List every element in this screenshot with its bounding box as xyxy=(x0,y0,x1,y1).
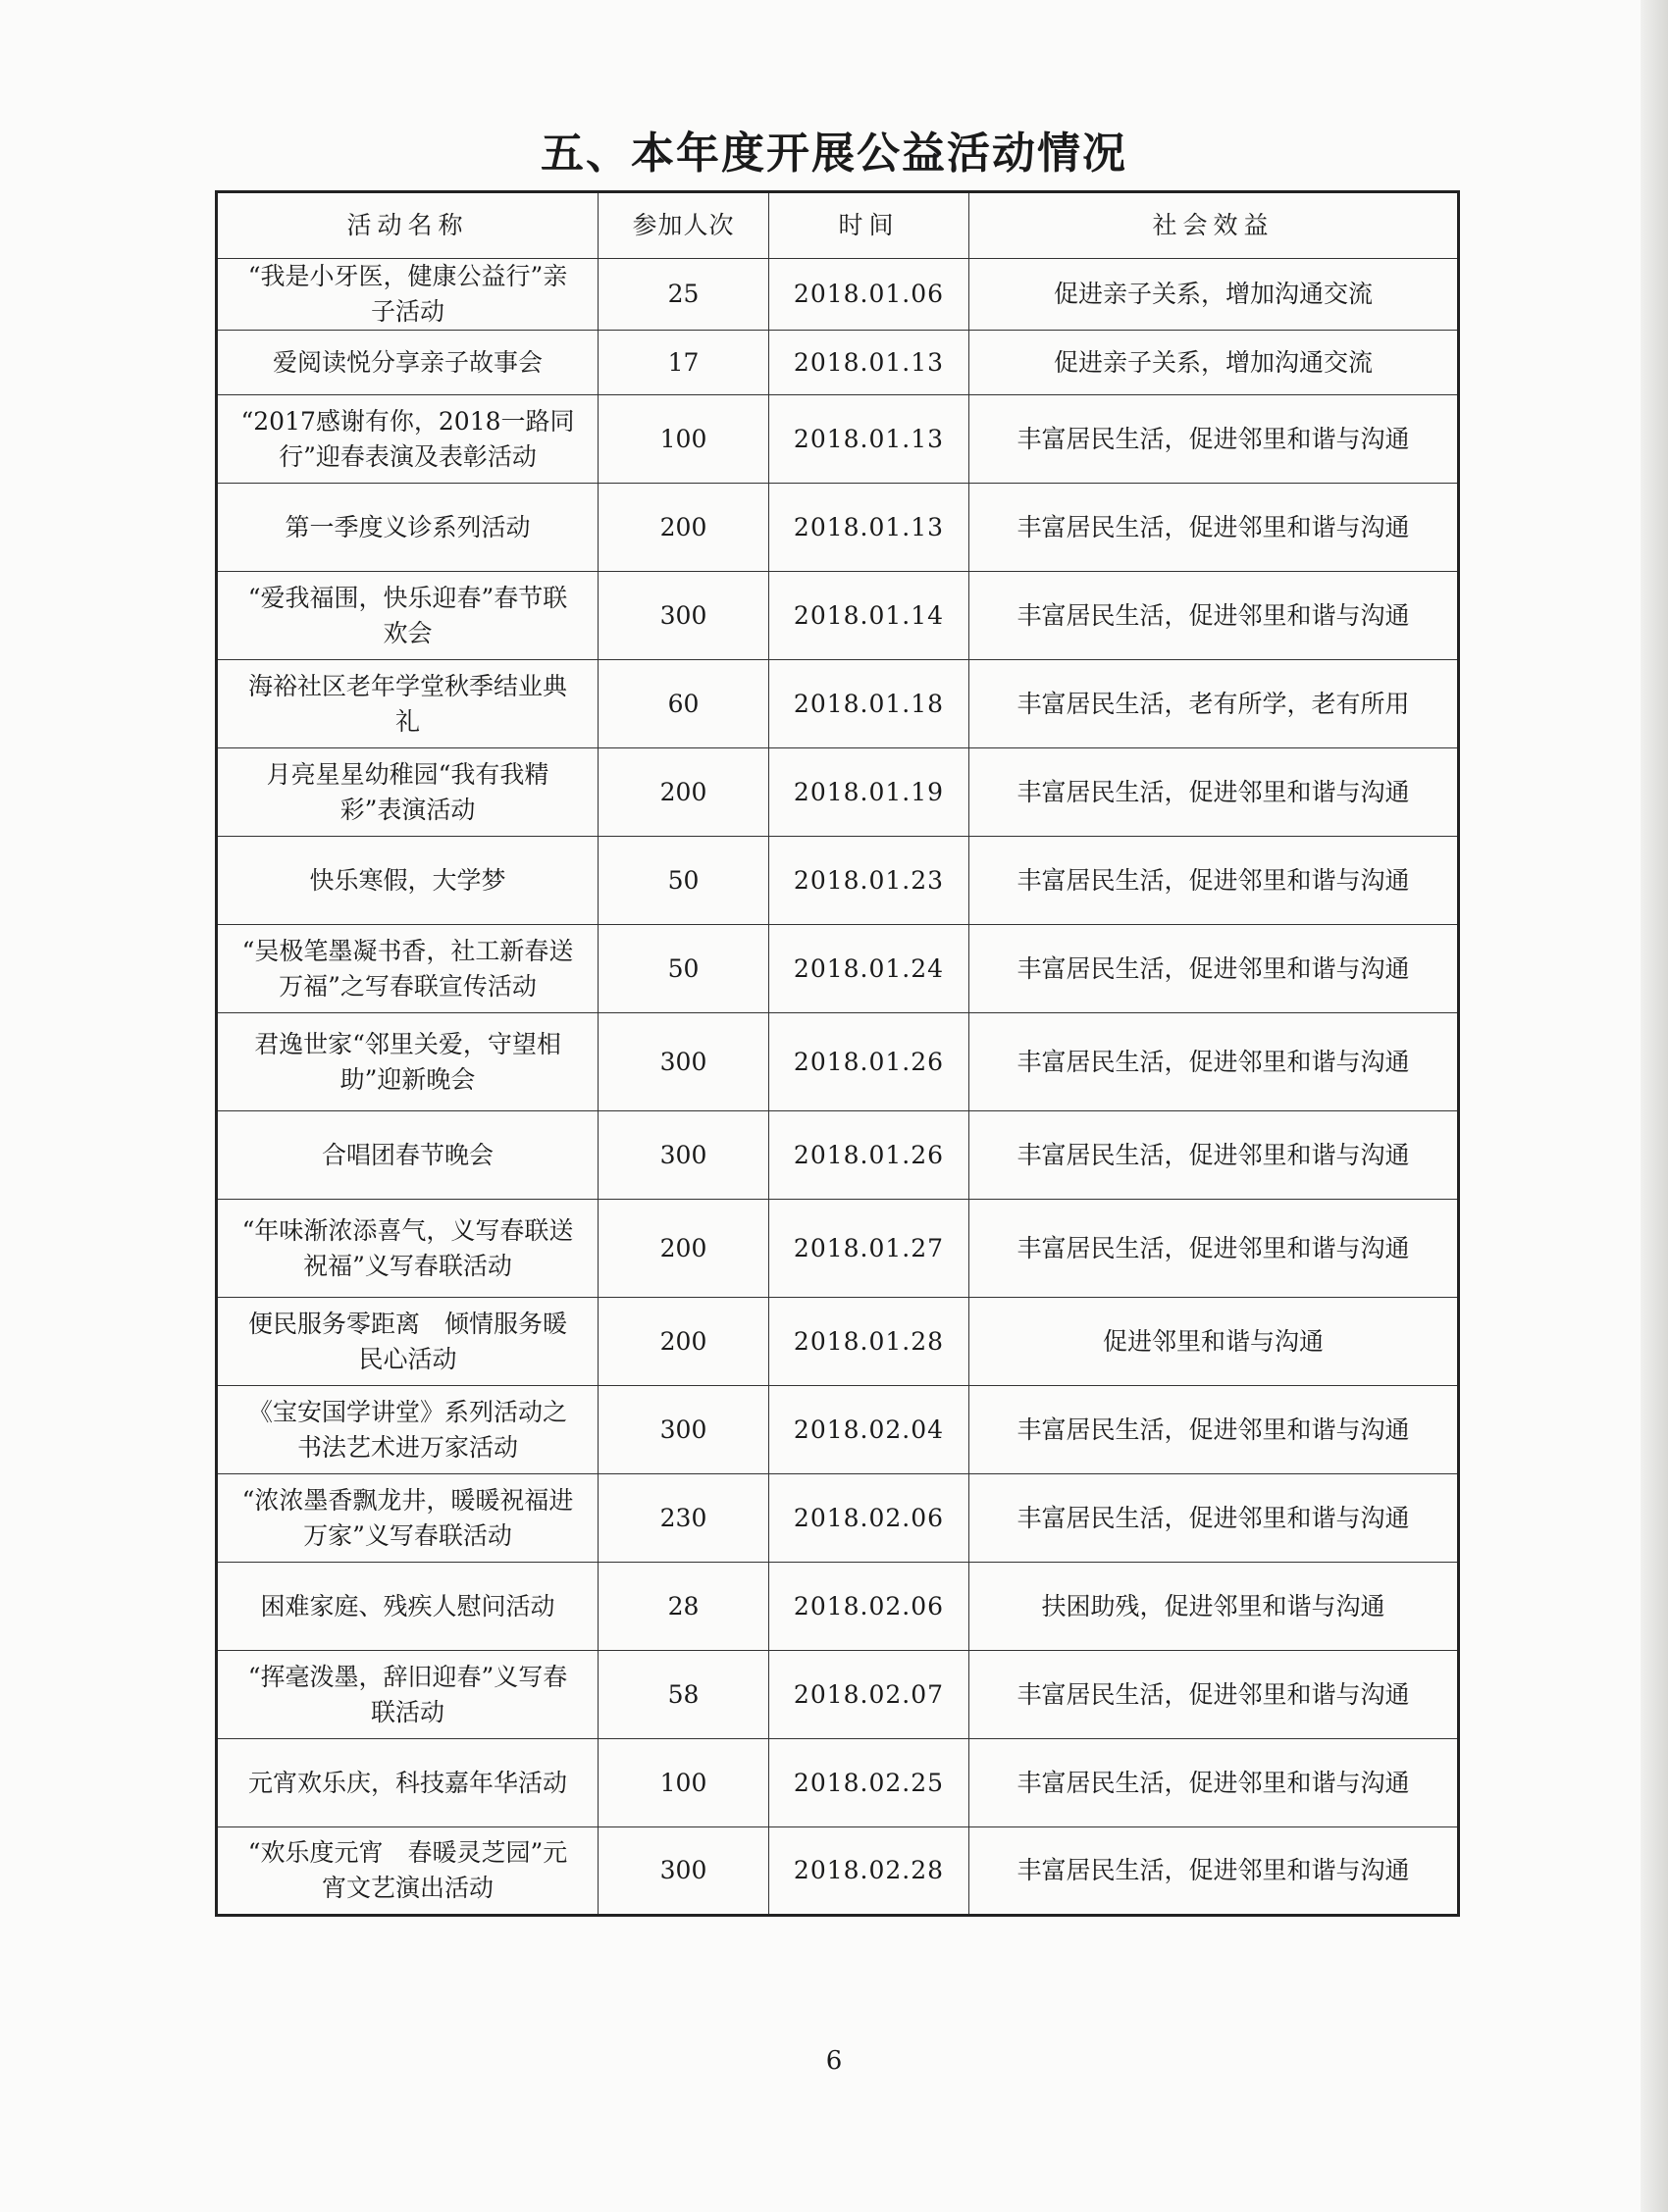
date-cell: 2018.01.13 xyxy=(769,395,969,484)
table-row xyxy=(217,1386,1459,1474)
participants-cell: 50 xyxy=(599,837,769,925)
date-cell: 2018.01.13 xyxy=(769,331,969,395)
activity-name-cell: 合唱团春节晚会 xyxy=(217,1111,599,1200)
social-benefit-cell: 扶困助残，促进邻里和谐与沟通 xyxy=(969,1563,1459,1651)
participants-cell: 200 xyxy=(599,1200,769,1298)
activity-name-cell: 爱阅读悦分享亲子故事会 xyxy=(217,331,599,395)
participants-cell: 100 xyxy=(599,395,769,484)
social-benefit-cell: 丰富居民生活，促进邻里和谐与沟通 xyxy=(969,837,1459,925)
table-row xyxy=(217,572,1459,660)
table-row xyxy=(217,925,1459,1013)
table-row xyxy=(217,395,1459,484)
header-activity-name: 活动名称 xyxy=(217,192,599,259)
table-row xyxy=(217,660,1459,748)
date-cell: 2018.01.19 xyxy=(769,748,969,837)
date-cell: 2018.01.27 xyxy=(769,1200,969,1298)
social-benefit-cell: 丰富居民生活，促进邻里和谐与沟通 xyxy=(969,395,1459,484)
participants-cell: 300 xyxy=(599,1111,769,1200)
participants-cell: 28 xyxy=(599,1563,769,1651)
table-row xyxy=(217,1827,1459,1916)
activity-name-cell: 快乐寒假，大学梦 xyxy=(217,837,599,925)
activity-name-cell: “爱我福围，快乐迎春”春节联欢会 xyxy=(217,572,599,660)
activity-name-cell: 便民服务零距离 倾情服务暖民心活动 xyxy=(217,1298,599,1386)
table-row xyxy=(217,1651,1459,1739)
activity-name-cell: “浓浓墨香飘龙井，暖暖祝福进万家”义写春联活动 xyxy=(217,1474,599,1563)
activity-name-cell: “吴极笔墨凝书香，社工新春送万福”之写春联宣传活动 xyxy=(217,925,599,1013)
participants-cell: 300 xyxy=(599,1827,769,1916)
social-benefit-cell: 促进亲子关系，增加沟通交流 xyxy=(969,259,1459,331)
social-benefit-cell: 丰富居民生活，促进邻里和谐与沟通 xyxy=(969,1827,1459,1916)
social-benefit-cell: 促进亲子关系，增加沟通交流 xyxy=(969,331,1459,395)
date-cell: 2018.01.13 xyxy=(769,484,969,572)
scan-page-edge xyxy=(1641,0,1668,2212)
activity-name-cell: 第一季度义诊系列活动 xyxy=(217,484,599,572)
date-cell: 2018.02.06 xyxy=(769,1474,969,1563)
table-row xyxy=(217,259,1459,331)
participants-cell: 300 xyxy=(599,572,769,660)
activity-name-cell: 月亮星星幼稚园“我有我精彩”表演活动 xyxy=(217,748,599,837)
table-row xyxy=(217,484,1459,572)
participants-cell: 200 xyxy=(599,1298,769,1386)
social-benefit-cell: 促进邻里和谐与沟通 xyxy=(969,1298,1459,1386)
participants-cell: 200 xyxy=(599,484,769,572)
table-row xyxy=(217,837,1459,925)
date-cell: 2018.02.06 xyxy=(769,1563,969,1651)
page-number: 6 xyxy=(825,2046,843,2076)
activity-name-cell: “2017感谢有你，2018一路同行”迎春表演及表彰活动 xyxy=(217,395,599,484)
participants-cell: 300 xyxy=(599,1013,769,1111)
date-cell: 2018.02.04 xyxy=(769,1386,969,1474)
date-cell: 2018.01.26 xyxy=(769,1111,969,1200)
social-benefit-cell: 丰富居民生活，促进邻里和谐与沟通 xyxy=(969,1111,1459,1200)
header-time: 时间 xyxy=(769,192,969,259)
table-row xyxy=(217,1111,1459,1200)
activity-name-cell: 海裕社区老年学堂秋季结业典礼 xyxy=(217,660,599,748)
participants-cell: 50 xyxy=(599,925,769,1013)
date-cell: 2018.01.24 xyxy=(769,925,969,1013)
table-row xyxy=(217,1298,1459,1386)
header-participants: 参加人次 xyxy=(599,192,769,259)
participants-cell: 300 xyxy=(599,1386,769,1474)
table-row xyxy=(217,1013,1459,1111)
social-benefit-cell: 丰富居民生活，促进邻里和谐与沟通 xyxy=(969,1474,1459,1563)
social-benefit-cell: 丰富居民生活，促进邻里和谐与沟通 xyxy=(969,1386,1459,1474)
activity-name-cell: “欢乐度元宵 春暖灵芝园”元宵文艺演出活动 xyxy=(217,1827,599,1916)
participants-cell: 200 xyxy=(599,748,769,837)
activity-name-cell: “挥毫泼墨，辞旧迎春”义写春联活动 xyxy=(217,1651,599,1739)
social-benefit-cell: 丰富居民生活，促进邻里和谐与沟通 xyxy=(969,1013,1459,1111)
table-header-row xyxy=(217,192,1459,259)
date-cell: 2018.01.06 xyxy=(769,259,969,331)
activity-name-cell: 困难家庭、残疾人慰问活动 xyxy=(217,1563,599,1651)
activity-name-cell: “年味渐浓添喜气，义写春联送祝福”义写春联活动 xyxy=(217,1200,599,1298)
date-cell: 2018.02.07 xyxy=(769,1651,969,1739)
table-row xyxy=(217,1563,1459,1651)
date-cell: 2018.01.26 xyxy=(769,1013,969,1111)
table-row xyxy=(217,331,1459,395)
social-benefit-cell: 丰富居民生活，促进邻里和谐与沟通 xyxy=(969,484,1459,572)
table-row xyxy=(217,748,1459,837)
table-row xyxy=(217,1739,1459,1827)
social-benefit-cell: 丰富居民生活，促进邻里和谐与沟通 xyxy=(969,748,1459,837)
social-benefit-cell: 丰富居民生活，促进邻里和谐与沟通 xyxy=(969,1651,1459,1739)
date-cell: 2018.01.14 xyxy=(769,572,969,660)
table-row xyxy=(217,1474,1459,1563)
date-cell: 2018.01.28 xyxy=(769,1298,969,1386)
participants-cell: 100 xyxy=(599,1739,769,1827)
activity-name-cell: 元宵欢乐庆，科技嘉年华活动 xyxy=(217,1739,599,1827)
activity-name-cell: 君逸世家“邻里关爱，守望相助”迎新晚会 xyxy=(217,1013,599,1111)
social-benefit-cell: 丰富居民生活，促进邻里和谐与沟通 xyxy=(969,572,1459,660)
activity-name-cell: “我是小牙医，健康公益行”亲子活动 xyxy=(217,259,599,331)
social-benefit-cell: 丰富居民生活，促进邻里和谐与沟通 xyxy=(969,925,1459,1013)
participants-cell: 25 xyxy=(599,259,769,331)
section-title: 五、本年度开展公益活动情况 xyxy=(541,129,1127,179)
participants-cell: 230 xyxy=(599,1474,769,1563)
date-cell: 2018.01.23 xyxy=(769,837,969,925)
activity-name-cell: 《宝安国学讲堂》系列活动之书法艺术进万家活动 xyxy=(217,1386,599,1474)
date-cell: 2018.02.28 xyxy=(769,1827,969,1916)
table-row xyxy=(217,1200,1459,1298)
activities-table xyxy=(215,190,1460,1917)
participants-cell: 17 xyxy=(599,331,769,395)
participants-cell: 58 xyxy=(599,1651,769,1739)
social-benefit-cell: 丰富居民生活，促进邻里和谐与沟通 xyxy=(969,1739,1459,1827)
date-cell: 2018.02.25 xyxy=(769,1739,969,1827)
social-benefit-cell: 丰富居民生活，促进邻里和谐与沟通 xyxy=(969,1200,1459,1298)
social-benefit-cell: 丰富居民生活，老有所学，老有所用 xyxy=(969,660,1459,748)
header-social-benefit: 社会效益 xyxy=(969,192,1459,259)
date-cell: 2018.01.18 xyxy=(769,660,969,748)
participants-cell: 60 xyxy=(599,660,769,748)
